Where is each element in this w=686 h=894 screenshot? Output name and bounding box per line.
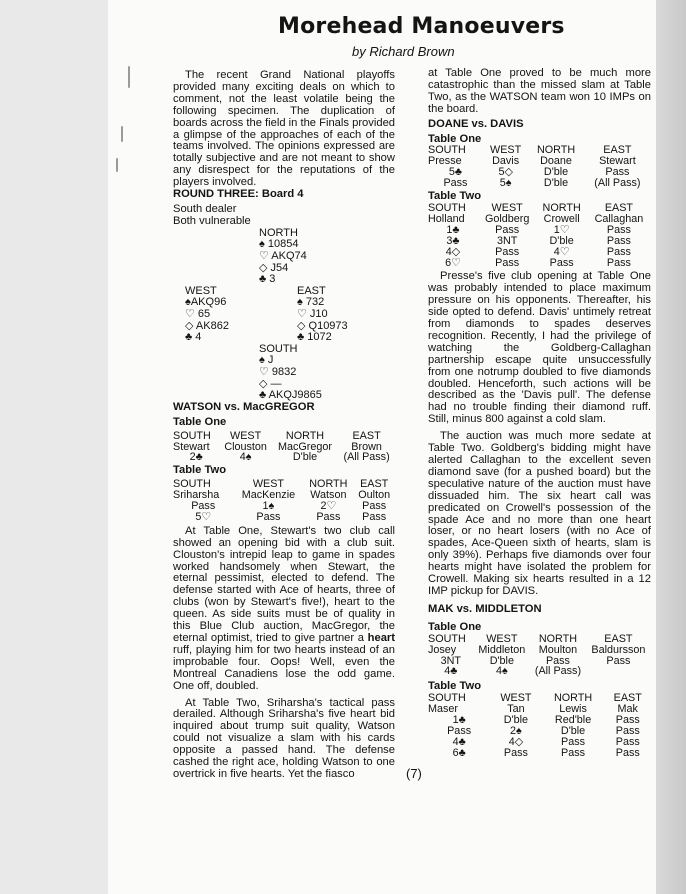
auction-row: [173, 431, 395, 442]
south-hand: [259, 344, 322, 402]
auction-cell: 5♠: [499, 177, 512, 190]
east-diamonds: ◇ Q10973: [297, 319, 348, 332]
auction-cell: (All Pass): [534, 665, 582, 678]
table-heading: Table One: [428, 620, 482, 633]
auction-table: [428, 145, 651, 189]
auction-row: [428, 645, 651, 656]
east-clubs: ♣ 1072: [297, 331, 332, 344]
south-label: SOUTH: [259, 342, 298, 355]
south-spades: ♠ J: [259, 354, 274, 367]
body-paragraph: At Table Two, Sriharsha's tactical pass derailed. Although Sriharsha's five heart bid inquired about trump suit quality, Watson could not visualize a slam with his cards opposite a passed hand. The defense cashed the right ace, holding Watson to one overtrick in five hearts. Yet the fiasco: [173, 696, 395, 780]
auction-cell: 4◇: [508, 735, 524, 748]
auction-cell: Goldberg: [484, 212, 530, 225]
auction-table: [428, 693, 651, 758]
auction-cell: 5♡: [195, 510, 212, 523]
auction-cell: 2♠: [510, 724, 522, 737]
auction-cell: 4♠: [495, 665, 508, 678]
auction-cell: [586, 666, 651, 677]
auction-cell: 3NT: [496, 234, 518, 247]
auction-cell: Pass: [503, 746, 528, 759]
auction-cell: SOUTH: [173, 478, 211, 491]
auction-cell: Moulton: [538, 643, 578, 656]
intro-paragraph: The recent Grand National playoffs provided many exciting deals on which to comment, not the least volatile being the following specimen. The duplication of boards across the field in the Finals provided a glimpse of the approaches of each of the teams involved. The opinions expressed are totally subjective and are not meant to show any disrespect for the reputations of the players involved.: [173, 69, 396, 189]
east-hand: [297, 286, 348, 344]
auction-row: [428, 236, 651, 247]
auction-cell: Crowell: [543, 212, 580, 225]
west-hearts: ♡ 65: [185, 307, 211, 320]
left-column: [173, 70, 395, 781]
east-spades: ♠ 732: [297, 296, 325, 309]
auction-cell: Mak: [617, 703, 638, 716]
auction-cell: SOUTH: [173, 429, 211, 442]
page-edge: [656, 0, 686, 894]
auction-row: [173, 452, 395, 463]
auction-cell: Pass: [606, 654, 631, 667]
auction-table: [428, 634, 651, 678]
north-hand: [259, 228, 307, 286]
auction-cell: 4♡: [553, 245, 570, 258]
bold-word: heart: [367, 632, 396, 644]
auction-cell: EAST: [613, 692, 642, 705]
east-label: EAST: [297, 284, 326, 297]
auction-cell: Pass: [561, 735, 586, 748]
auction-cell: EAST: [360, 478, 389, 491]
page-number: (7): [406, 766, 422, 781]
auction-cell: Pass: [447, 724, 472, 737]
auction-table: [173, 479, 395, 523]
west-spades: ♠AKQ96: [185, 296, 227, 309]
byline: by Richard Brown: [352, 44, 455, 59]
match-heading: WATSON vs. MacGREGOR: [173, 400, 315, 413]
auction-cell: Pass: [549, 256, 574, 269]
auction-cell: 1♡: [553, 223, 570, 236]
auction-cell: Pass: [606, 223, 631, 236]
north-spades: ♠ 10854: [259, 238, 299, 251]
auction-cell: SOUTH: [428, 692, 466, 705]
south-hearts: ♡ 9832: [259, 365, 297, 378]
north-label: NORTH: [259, 226, 298, 239]
auction-cell: NORTH: [538, 632, 578, 645]
auction-cell: (All Pass): [594, 177, 641, 190]
auction-cell: WEST: [486, 632, 518, 645]
body-paragraph: [173, 526, 395, 693]
auction-cell: MacKenzie: [241, 489, 296, 502]
north-clubs: ♣ 3: [259, 273, 276, 286]
auction-cell: Pass: [316, 510, 341, 523]
auction-cell: D'ble: [489, 654, 514, 667]
auction-cell: SOUTH: [428, 632, 466, 645]
auction-cell: MacGregor: [277, 440, 332, 453]
auction-cell: Pass: [606, 256, 631, 269]
text-run: At Table One, Stewart's two club call showed an opening bid with a club suit. Clouston's intrepid leap to game in spades worked handsomely when Stewart, the eternal pessimist, elected to defend. The defense started with Ace of hearts, three of clubs (won by Stewart's five!), heart to the queen. As side suits must be of quality in this Blue Club auction, MacGregor, the eternal optimist, tried to give partner a: [173, 524, 395, 644]
auction-row: [428, 258, 651, 269]
auction-cell: 3NT: [440, 654, 461, 667]
auction-cell: Tan: [507, 703, 525, 716]
auction-cell: Stewart: [173, 440, 210, 453]
auction-cell: Josey: [428, 643, 457, 656]
auction-cell: Watson: [310, 489, 347, 502]
auction-cell: WEST: [491, 201, 523, 214]
margin-mark: [116, 158, 118, 172]
auction-cell: SOUTH: [428, 201, 466, 214]
auction-cell: Clouston: [224, 440, 267, 453]
auction-cell: NORTH: [285, 429, 325, 442]
west-clubs: ♣ 4: [185, 331, 202, 344]
auction-cell: NORTH: [536, 144, 576, 157]
vulnerability-line: Both vulnerable: [173, 214, 251, 227]
table-heading: Table Two: [428, 680, 482, 693]
auction-row: [428, 247, 651, 258]
table-heading: Table Two: [428, 190, 482, 203]
auction-cell: 4♠: [239, 451, 252, 464]
auction-cell: 1♣: [452, 714, 466, 727]
auction-cell: EAST: [604, 201, 634, 214]
auction-cell: EAST: [603, 144, 632, 157]
auction-cell: 1♠: [262, 500, 275, 513]
auction-cell: WEST: [500, 692, 532, 705]
auction-cell: Sriharsha: [173, 489, 220, 502]
auction-cell: Pass: [615, 714, 640, 727]
auction-cell: 6♣: [452, 746, 466, 759]
auction-cell: Pass: [362, 510, 387, 523]
table-heading: Table One: [173, 415, 227, 428]
auction-cell: Pass: [443, 177, 468, 190]
auction-cell: Oulton: [358, 489, 391, 502]
auction-row: [428, 748, 651, 759]
auction-cell: D'ble: [543, 177, 569, 190]
auction-cell: Pass: [495, 256, 520, 269]
auction-cell: Pass: [191, 500, 216, 513]
auction-cell: Davis: [492, 155, 520, 168]
auction-cell: D'ble: [543, 166, 569, 179]
auction-cell: D'ble: [549, 234, 574, 247]
article-title: Morehead Manoeuvers: [278, 14, 565, 39]
deal-diagram: [173, 228, 395, 402]
auction-cell: WEST: [230, 429, 262, 442]
auction-cell: 5♣: [448, 166, 463, 179]
match-heading: DOANE vs. DAVIS: [428, 117, 524, 130]
auction-cell: Middleton: [478, 643, 526, 656]
auction-cell: WEST: [252, 478, 285, 491]
north-diamonds: ◇ J54: [259, 261, 289, 274]
auction-table: [173, 431, 395, 464]
auction-cell: EAST: [352, 429, 381, 442]
auction-cell: Pass: [256, 510, 281, 523]
auction-cell: Pass: [545, 654, 570, 667]
auction-cell: Callaghan: [594, 212, 644, 225]
west-hand: [185, 286, 229, 344]
auction-cell: Pass: [605, 166, 630, 179]
body-paragraph: The auction was much more sedate at Table Two. Goldberg's bidding might have alerted Callaghan to the excellent seven diamond save (for a pushed board) but the speculative nature of the auction must have dissuaded him. The six heart call was predicated on Crowell's possession of the spade Ace and no more than one heart loser, or no heart losers (with no Ace of spades, Ace-Queen sixth of hearts, slam is only 39%). Perhaps five diamonds over four hearts might have isolated the problem for Crowell. Making six hearts resulted in a 12 IMP pickup for DAVIS.: [428, 430, 651, 597]
auction-cell: 4♣: [452, 735, 466, 748]
south-diamonds: ◇ —: [259, 377, 282, 390]
west-diamonds: ◇ AK862: [185, 319, 229, 332]
auction-cell: Lewis: [559, 703, 587, 716]
auction-cell: Presse: [428, 155, 462, 168]
body-paragraph: Presse's five club opening at Table One was probably intended to place maximum pressure on his opponents. Thereafter, his side opted to defend. Davis' untimely retreat from diamonds to spades deserves recognition. Recently, I had the privilege of watching the Goldberg-Callaghan partnership escape quite unsuccessfully from one notrump doubled to five diamonds doubled. Henceforth, such actions will be described as the 'Davis pull'. The defense had no trouble finding their diamond ruff. Still, minus 800 against a cold slam.: [428, 270, 651, 426]
auction-cell: Stewart: [599, 155, 636, 168]
auction-cell: Pass: [561, 746, 586, 759]
auction-cell: Red'ble: [554, 714, 592, 727]
east-hearts: ♡ J10: [297, 307, 328, 320]
match-heading: MAK vs. MIDDLETON: [428, 602, 542, 615]
auction-cell: Doane: [540, 155, 572, 168]
auction-cell: Pass: [495, 223, 520, 236]
margin-mark: [128, 66, 130, 88]
auction-cell: 5◇: [498, 166, 513, 179]
auction-cell: D'ble: [560, 724, 586, 737]
auction-cell: WEST: [490, 144, 522, 157]
continued-paragraph: at Table One proved to be much more catastrophic than the missed slam at Table Two, as the WATSON team won 10 IMPs on the board.: [428, 67, 651, 115]
auction-cell: Holland: [428, 212, 465, 225]
auction-cell: SOUTH: [428, 144, 466, 157]
text-run: ruff, playing him for two hearts instead of an improbable four. Oops! Well, even the Montreal Canadiens lose the odd game. One off, doubled.: [173, 643, 395, 692]
auction-row: [428, 666, 651, 677]
west-label: WEST: [185, 284, 217, 297]
auction-cell: Pass: [495, 245, 520, 258]
right-column: [428, 68, 651, 759]
south-clubs: ♣ AKQJ9865: [259, 389, 322, 402]
auction-cell: 3♣: [446, 234, 460, 247]
auction-cell: Pass: [606, 245, 631, 258]
auction-cell: EAST: [604, 632, 633, 645]
margin-mark: [121, 126, 123, 142]
auction-cell: NORTH: [542, 201, 581, 214]
table-heading: Table One: [428, 132, 482, 145]
auction-cell: 6♡: [445, 256, 461, 269]
auction-cell: Pass: [615, 746, 640, 759]
north-hearts: ♡ AKQ74: [259, 249, 307, 262]
round-heading: ROUND THREE: Board 4: [173, 188, 304, 201]
auction-cell: D'ble: [292, 451, 318, 464]
dealer-line: South dealer: [173, 202, 237, 215]
auction-cell: Maser: [428, 703, 458, 716]
auction-cell: Pass: [615, 735, 640, 748]
auction-cell: Baldursson: [591, 643, 646, 656]
auction-row: [173, 512, 395, 523]
auction-cell: 2♡: [320, 500, 337, 513]
auction-cell: 4♣: [444, 665, 458, 678]
auction-cell: (All Pass): [343, 451, 390, 464]
auction-cell: 4◇: [445, 245, 461, 258]
auction-cell: NORTH: [553, 692, 593, 705]
auction-cell: 2♣: [189, 451, 203, 464]
auction-cell: NORTH: [309, 478, 348, 491]
auction-cell: Pass: [615, 724, 640, 737]
auction-cell: Pass: [362, 500, 387, 513]
auction-table: [428, 203, 651, 268]
table-heading: Table Two: [173, 464, 227, 477]
auction-cell: Pass: [606, 234, 631, 247]
auction-row: [428, 634, 651, 645]
auction-cell: 1♣: [446, 223, 460, 236]
auction-cell: Brown: [351, 440, 382, 453]
auction-cell: D'ble: [503, 714, 529, 727]
auction-row: [428, 178, 651, 189]
